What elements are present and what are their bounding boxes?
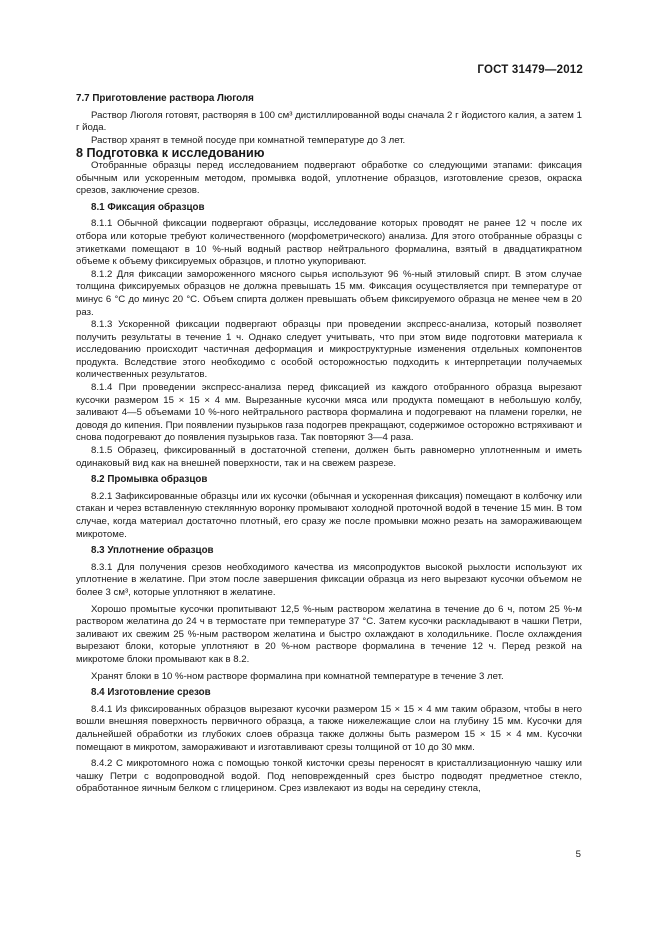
paragraph: 8.1.1 Обычной фиксации подвергают образцы, исследование которых проводят не ранее 12 ч после их отбора или которые требуют количественного (морфометрического) анализа. Для этого отобранные образцы с этикетками помещают в 10 %-ный водный раствор нейтрального формалина, взятый в двадцатикратном объеме к объему фиксируемых образцов, и плотно укупоривают. — [76, 218, 582, 268]
paragraph: 8.4.1 Из фиксированных образцов вырезают кусочки размером 15 × 15 × 4 мм таким образом, чтобы в него вошли внешняя поверхность первичного образца, а также нижележащие слои на глубину 15 мм. Кусочки для дальнейшей обработки из глубоких слоев образца также должны быть размером 15 × 15 × 4 мм. Кусочки помещают в микротом, замораживают и изготавливают срезы толщиной от 10 до 30 мкм. — [76, 703, 582, 753]
section-heading-8-3: 8.3 Уплотнение образцов — [91, 545, 214, 557]
paragraph: Хорошо промытые кусочки пропитывают 12,5 %-ным раствором желатина в течение до 6 ч, потом 25 %-м раствором желатина до 24 ч в термостате при температуре 37 °С. Затем кусочки раскладывают в чашки Петри, заливают их свежим 25 %-ным раствором желатина и быстро охлаждают в холодильнике. После охлаждения вырезают блоки, которые уплотняют в 20 %-ном растворе формалина в течение 12 ч. Перед резкой на микротоме блоки промывают как в 8.2. — [76, 603, 582, 665]
paragraph: 8.1.4 При проведении экспресс-анализа перед фиксацией из каждого отобранного образца вырезают кусочки размером 15 × 15 × 4 мм. Вырезанные кусочки мяса или продукта помещают в небольшую колбу, заливают 4—5 объемами 10 %-ного нейтрального раствора формалина и подогревают на пламени горелки, не доводя до кипения. При появлении пузырьков газа подогрев прекращают, содержимое осторожно встряхивают и снова подогревают до появления пузырьков газа. Так повторяют 3—4 раза. — [76, 382, 582, 444]
page-number: 5 — [575, 849, 581, 860]
paragraph: Хранят блоки в 10 %-ном растворе формалина при комнатной температуре в течение 3 лет. — [91, 670, 504, 682]
section-heading-8: 8 Подготовка к исследованию — [76, 146, 265, 161]
page-body — [76, 93, 582, 796]
section-heading-7-7: 7.7 Приготовление раствора Люголя — [76, 93, 254, 104]
paragraph: 8.1.2 Для фиксации замороженного мясного сырья используют 96 %-ный этиловый спирт. В этом случае толщина фиксируемых образцов не должна превышать 15 мм. Фиксация осуществляется при температуре от минус 6 °С до минус 20 °С. Объем спирта должен превышать объем фиксируемого образца не менее чем в 20 раз. — [76, 268, 582, 318]
paragraph: 8.4.2 С микротомного ножа с помощью тонкой кисточки срезы переносят в кристаллизационную чашку или чашку Петри с водопроводной водой. Под неповрежденный срез быстро подводят предметное стекло, обработанное яичным белком с глицерином. Срез извлекают из воды на середину стекла, — [76, 758, 582, 795]
paragraph: Раствор Люголя готовят, растворяя в 100 см³ дистиллированной воды сначала 2 г йодистого калия, а затем 1 г йода. — [76, 109, 582, 134]
paragraph: 8.3.1 Для получения срезов необходимого качества из мясопродуктов высокой рыхлости используют их уплотнение в желатине. При этом после завершения фиксации образца из него вырезают кусочки объемом не более 3 см³, которые уплотняют в желатине. — [76, 561, 582, 598]
paragraph: 8.1.5 Образец, фиксированный в достаточной степени, должен быть равномерно уплотненным и иметь одинаковый вид как на внешней поверхности, так и на свежем разрезе. — [76, 445, 582, 469]
section-heading-8-2: 8.2 Промывка образцов — [91, 474, 208, 486]
paragraph: Раствор хранят в темной посуде при комнатной температуре до 3 лет. — [91, 134, 406, 146]
section-heading-8-1: 8.1 Фиксация образцов — [91, 201, 205, 213]
paragraph: 8.1.3 Ускоренной фиксации подвергают образцы при проведении экспресс-анализа, который позволяет получить результаты в течение 1 ч. Однако следует учитывать, что при этом виде подготовки материала к исследованию происходит частичная деформация и микроструктурные изменения отдельных компонентов продукта. Вследствие этого необходимо с особой осторожностью подходить к интерпретации получаемых количественных результатов. — [76, 319, 582, 381]
section-heading-8-4: 8.4 Изготовление срезов — [91, 687, 211, 699]
paragraph: Отобранные образцы перед исследованием подвергают обработке со следующими этапами: фиксация обычным или ускоренным методом, промывка водой, уплотнение образцов, изготовление срезов, окраска срезов, заключение срезов. — [76, 159, 582, 197]
paragraph: 8.2.1 Зафиксированные образцы или их кусочки (обычная и ускоренная фиксация) помещают в колбочку или стакан и через вставленную стеклянную воронку промывают холодной проточной водой в течение 15 мин. В том случае, когда материал достаточно плотный, его сразу же после промывки можно резать на замораживающем микротоме. — [76, 490, 582, 540]
document-header: ГОСТ 31479—2012 — [477, 64, 583, 76]
